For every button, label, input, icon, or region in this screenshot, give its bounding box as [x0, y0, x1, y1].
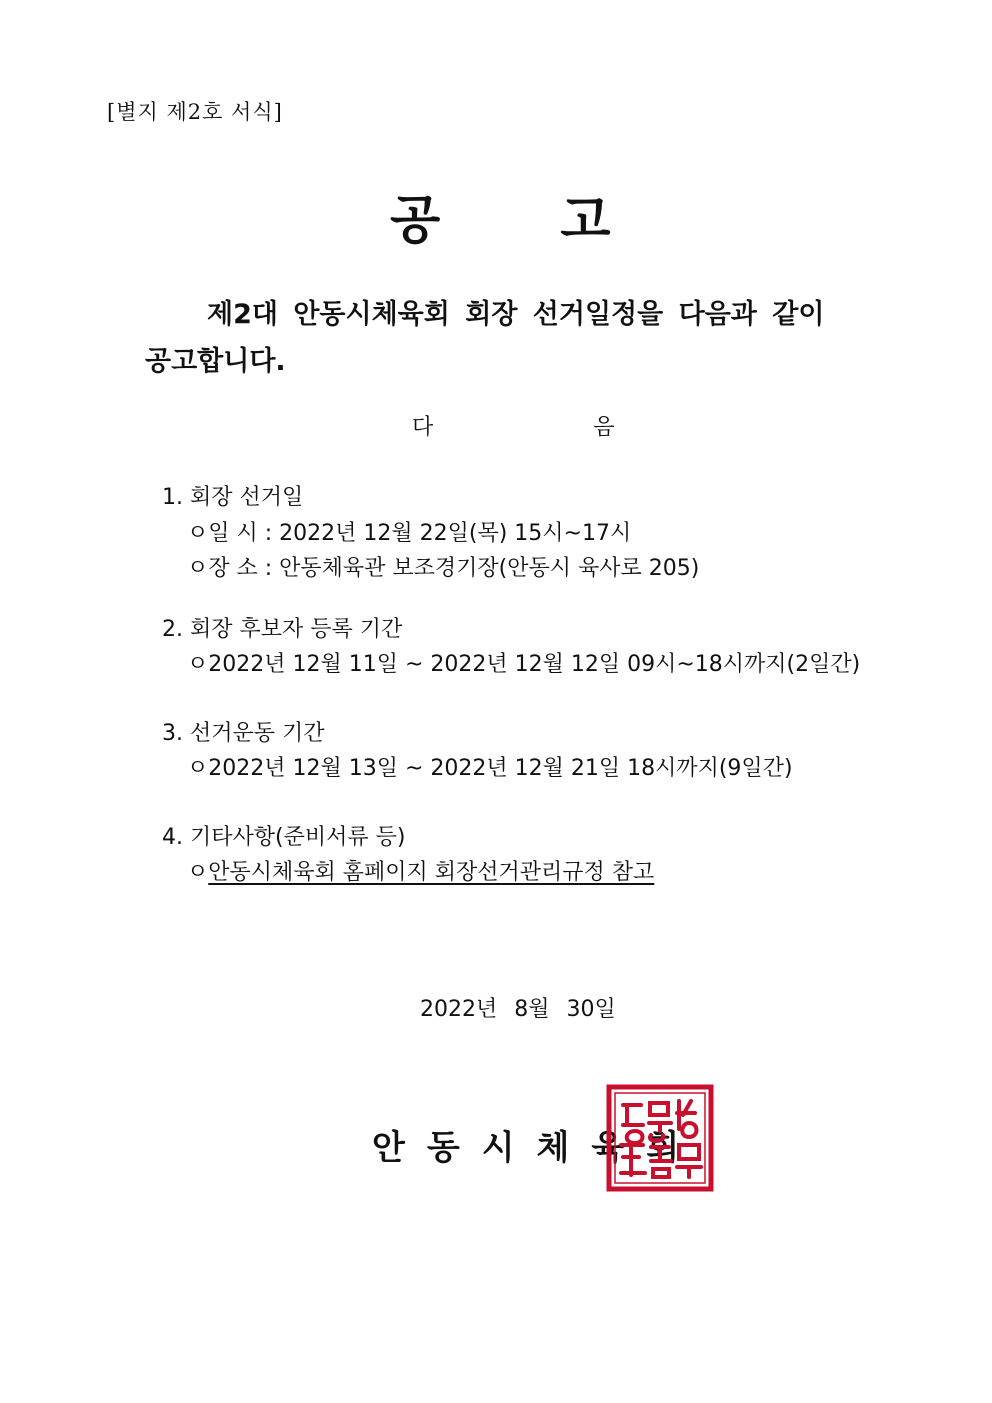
form-label: [별지 제2호 서식]	[107, 100, 283, 124]
official-seal-icon	[605, 1083, 715, 1193]
section-1-item-1: ㅇ일 시 : 2022년 12월 22일(목) 15시~17시	[187, 521, 632, 546]
organization-name: 안동시체육회	[372, 1128, 702, 1168]
section-2-item-1: ㅇ2022년 12월 11일 ~ 2022년 12월 12일 09시~18시까지(2일간)	[187, 652, 861, 677]
section-3-title: 3. 선거운동 기간	[162, 721, 325, 746]
section-3-item-1: ㅇ2022년 12월 13일 ~ 2022년 12월 21일 18시까지(9일간)	[187, 756, 793, 781]
subheading	[412, 410, 615, 441]
subheading-char-2: 음	[593, 415, 615, 440]
notice-date: 2022년 8월 30일	[420, 997, 616, 1022]
section-4-title: 4. 기타사항(준비서류 등)	[162, 825, 406, 850]
page-title	[390, 178, 612, 253]
section-1-title: 1. 회장 선거일	[162, 485, 304, 510]
section-1-item-2: ㅇ장 소 : 안동체육관 보조경기장(안동시 육사로 205)	[187, 556, 700, 581]
section-2-title: 2. 회장 후보자 등록 기간	[162, 617, 403, 642]
section-4-item-text: 안동시체육회 홈페이지 회장선거관리규정 참고	[208, 860, 655, 885]
intro-line-1: 제2대 안동시체육회 회장 선거일정을 다음과 같이	[207, 299, 825, 330]
subheading-char-1: 다	[412, 415, 434, 440]
title-char-1: 공	[390, 191, 443, 251]
intro-line-2: 공고합니다.	[145, 346, 286, 377]
title-char-2: 고	[560, 191, 613, 251]
section-4-item-1	[187, 855, 654, 886]
section-4-bullet: ㅇ	[187, 860, 209, 885]
